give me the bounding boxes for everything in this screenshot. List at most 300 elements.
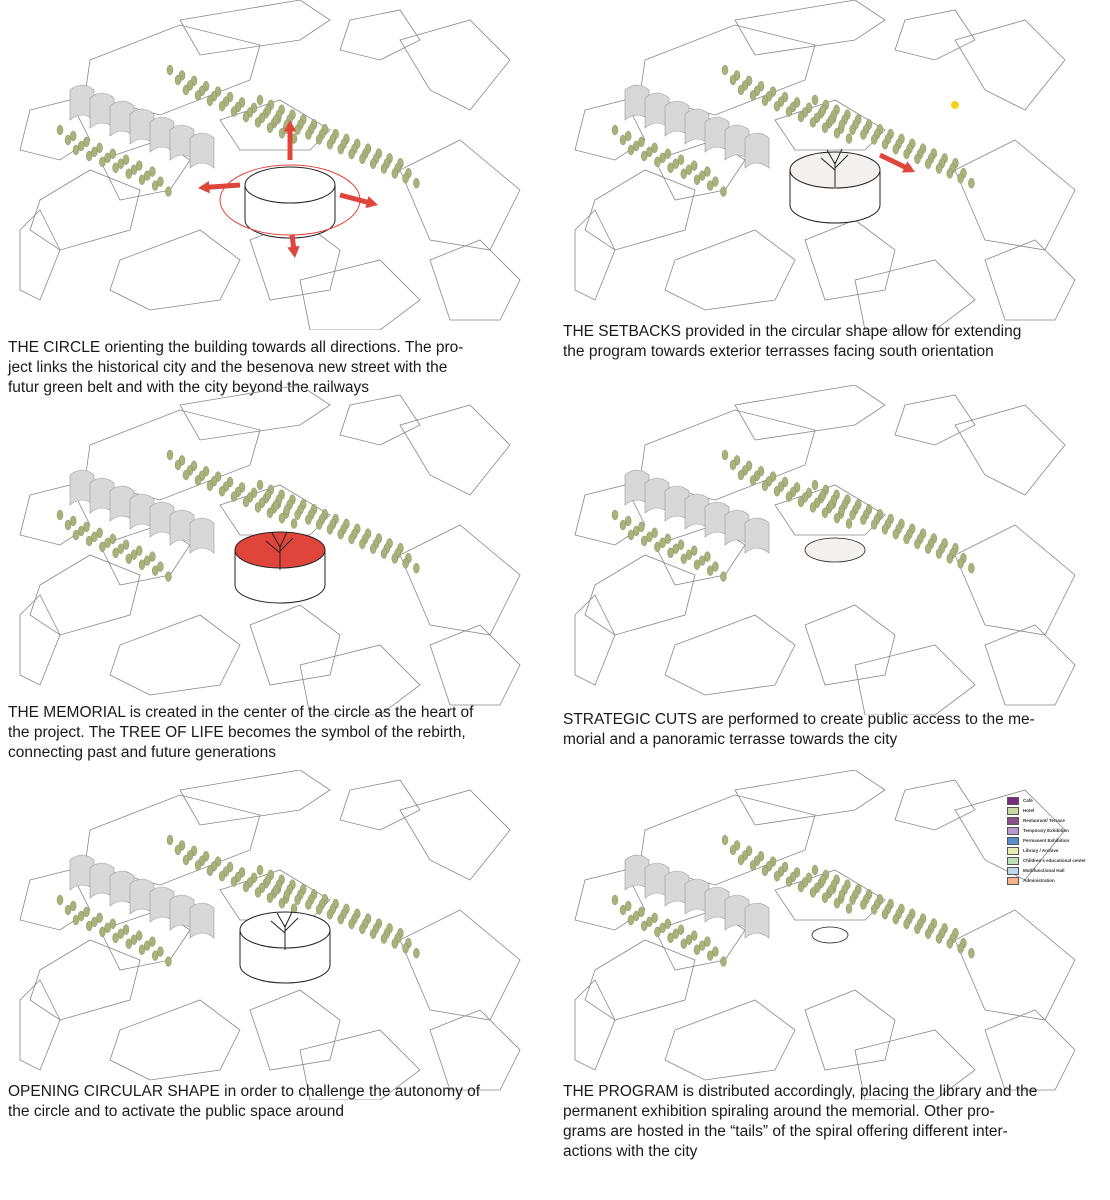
- building-outline: [400, 405, 510, 495]
- tree: [925, 929, 931, 939]
- inner-court: [805, 538, 865, 562]
- building-outline: [955, 910, 1075, 1020]
- tree: [681, 554, 687, 564]
- tree: [370, 929, 376, 939]
- legend-swatch: [1007, 867, 1019, 875]
- building-outline: [895, 10, 975, 60]
- caption-circle: THE CIRCLE orienting the building towards all directions. The pro- ject links the historical city and the besenova new street with the futur green belt and with the city beyond the railways: [8, 339, 464, 396]
- tree: [167, 835, 173, 845]
- tree: [316, 134, 322, 144]
- tree: [316, 519, 322, 529]
- tree: [730, 75, 736, 85]
- tree: [207, 96, 213, 106]
- tree: [316, 904, 322, 914]
- building-outline: [400, 140, 520, 250]
- tree: [265, 875, 271, 885]
- building-outline: [110, 615, 240, 695]
- tree: [904, 534, 910, 544]
- tree: [413, 178, 419, 188]
- tree: [65, 905, 71, 915]
- tree: [381, 934, 387, 944]
- tree: [113, 163, 119, 173]
- building-outline: [665, 1000, 795, 1080]
- building-outline: [665, 615, 795, 695]
- site-plan-cuts: [555, 385, 1095, 715]
- tree: [820, 875, 826, 885]
- tree: [958, 558, 964, 568]
- tree: [968, 178, 974, 188]
- tree: [349, 534, 355, 544]
- site-plan-memorial: [0, 385, 540, 715]
- tree: [958, 943, 964, 953]
- building-outline: [400, 525, 520, 635]
- tree: [798, 497, 804, 507]
- arrow-head: [287, 246, 299, 258]
- building-outline: [20, 595, 60, 685]
- building-outline: [430, 240, 520, 320]
- caption-opening: OPENING CIRCULAR SHAPE in order to challenge the autonomy of the circle and to activate the public space around: [8, 1083, 481, 1120]
- building-outline: [585, 555, 695, 635]
- vault: [745, 518, 769, 553]
- tree: [126, 169, 132, 179]
- tree: [57, 895, 63, 905]
- panel-opening: [0, 770, 540, 1160]
- building-outline: [955, 140, 1075, 250]
- building-outline: [955, 20, 1065, 110]
- tree: [99, 157, 105, 167]
- tree: [349, 149, 355, 159]
- legend-swatch: [1007, 797, 1019, 805]
- tree: [392, 553, 398, 563]
- tree: [152, 181, 158, 191]
- caption-setbacks: THE SETBACKS provided in the circular shape allow for extending the program towards exterior terrasses facing south orientation: [563, 323, 1022, 360]
- tree: [403, 173, 409, 183]
- tree: [694, 945, 700, 955]
- tree: [798, 112, 804, 122]
- arrow-south: [880, 155, 915, 173]
- building-outline: [855, 645, 975, 715]
- tree: [750, 475, 756, 485]
- tree: [968, 948, 974, 958]
- tree: [139, 175, 145, 185]
- tree: [381, 549, 387, 559]
- legend-item-children-center: Children's educational center: [1007, 856, 1087, 865]
- tree: [359, 539, 365, 549]
- tree: [126, 554, 132, 564]
- tree: [413, 948, 419, 958]
- tree: [338, 914, 344, 924]
- tree: [786, 492, 792, 502]
- building-outline: [575, 980, 615, 1070]
- tree: [762, 866, 768, 876]
- tree: [968, 563, 974, 573]
- tree: [73, 530, 79, 540]
- tree: [812, 480, 818, 490]
- tree: [327, 909, 333, 919]
- tree: [273, 115, 279, 125]
- tree: [265, 105, 271, 115]
- tree: [620, 135, 626, 145]
- tree: [359, 154, 365, 164]
- tree: [139, 560, 145, 570]
- building-outline: [805, 605, 895, 685]
- tree: [73, 915, 79, 925]
- tree: [612, 895, 618, 905]
- tree: [152, 566, 158, 576]
- tree: [834, 898, 840, 908]
- tree: [99, 542, 105, 552]
- tree: [738, 855, 744, 865]
- tree: [295, 895, 301, 905]
- tree: [822, 123, 828, 133]
- tree: [860, 515, 866, 525]
- tree: [812, 95, 818, 105]
- tree: [370, 159, 376, 169]
- tree: [730, 845, 736, 855]
- arrow-head: [198, 181, 210, 193]
- tree: [195, 475, 201, 485]
- tree: [175, 75, 181, 85]
- building-outline: [735, 385, 885, 440]
- building-outline: [250, 990, 340, 1070]
- building-outline: [340, 395, 420, 445]
- tree: [73, 145, 79, 155]
- tree: [786, 877, 792, 887]
- tree: [828, 885, 834, 895]
- tree: [207, 866, 213, 876]
- tree: [152, 951, 158, 961]
- building-outline: [20, 980, 60, 1070]
- panel-memorial: [0, 385, 540, 775]
- building-outline: [180, 385, 330, 440]
- arrow-shaft: [208, 185, 240, 187]
- building-outline: [430, 1010, 520, 1090]
- tree: [720, 572, 726, 582]
- tree: [279, 898, 285, 908]
- caption-cuts: STRATEGIC CUTS are performed to create public access to the me- morial and a panoramic terrasse towards the city: [563, 711, 1035, 748]
- building-outline: [30, 555, 140, 635]
- legend-item-permanent-exhibition: Permanent Exhibition: [1007, 836, 1087, 845]
- building-outline: [735, 0, 885, 55]
- tree: [175, 845, 181, 855]
- vault: [190, 903, 214, 938]
- legend-swatch: [1007, 837, 1019, 845]
- building-outline: [340, 10, 420, 60]
- tree: [175, 460, 181, 470]
- tree: [338, 144, 344, 154]
- panel-cuts: [555, 385, 1095, 775]
- site-plan-setbacks: [555, 0, 1095, 330]
- tree: [167, 450, 173, 460]
- tree: [273, 885, 279, 895]
- sun-icon: [951, 101, 959, 109]
- tree: [893, 144, 899, 154]
- building-outline: [110, 1000, 240, 1080]
- tree: [139, 945, 145, 955]
- building-outline: [895, 395, 975, 445]
- tree: [722, 65, 728, 75]
- building-outline: [30, 170, 140, 250]
- legend-swatch: [1007, 817, 1019, 825]
- tree: [359, 924, 365, 934]
- tree: [370, 544, 376, 554]
- tree: [762, 96, 768, 106]
- panel-setbacks: [555, 0, 1095, 390]
- tree: [925, 159, 931, 169]
- building-outline: [20, 210, 60, 300]
- tree: [871, 519, 877, 529]
- vault: [190, 133, 214, 168]
- legend-swatch: [1007, 877, 1019, 885]
- building-outline: [430, 625, 520, 705]
- tree: [295, 510, 301, 520]
- building-outline: [300, 260, 420, 330]
- legend-swatch: [1007, 807, 1019, 815]
- tree: [947, 553, 953, 563]
- tree: [113, 933, 119, 943]
- tree: [904, 919, 910, 929]
- tree: [850, 125, 856, 135]
- tree: [305, 130, 311, 140]
- building-outline: [180, 770, 330, 825]
- tree: [893, 914, 899, 924]
- tree: [668, 163, 674, 173]
- tree: [681, 169, 687, 179]
- tree: [327, 524, 333, 534]
- tree: [255, 502, 261, 512]
- tree: [612, 125, 618, 135]
- tree: [668, 548, 674, 558]
- tree: [641, 921, 647, 931]
- building-outline: [180, 0, 330, 55]
- legend-item-restaurant: Restaurant/ Terrace: [1007, 816, 1087, 825]
- tree: [882, 524, 888, 534]
- tree: [750, 860, 756, 870]
- tree: [195, 860, 201, 870]
- tree: [628, 915, 634, 925]
- tree: [722, 450, 728, 460]
- building-outline: [805, 990, 895, 1070]
- tree: [255, 117, 261, 127]
- vault: [745, 133, 769, 168]
- tree: [654, 542, 660, 552]
- panel-circle: [0, 0, 540, 396]
- tree: [349, 919, 355, 929]
- tree: [914, 154, 920, 164]
- tree: [165, 957, 171, 967]
- tree: [641, 151, 647, 161]
- tree: [620, 905, 626, 915]
- tree: [57, 510, 63, 520]
- building-outline: [805, 220, 895, 300]
- tree: [762, 481, 768, 491]
- tree: [279, 513, 285, 523]
- building-outline: [400, 910, 520, 1020]
- tree: [65, 135, 71, 145]
- tree: [392, 938, 398, 948]
- tree: [413, 563, 419, 573]
- vault: [190, 518, 214, 553]
- tree: [834, 128, 840, 138]
- tree: [243, 497, 249, 507]
- tree: [265, 490, 271, 500]
- building-outline: [985, 625, 1075, 705]
- site-base: [20, 0, 520, 330]
- tree: [628, 145, 634, 155]
- tree: [86, 151, 92, 161]
- tree: [839, 120, 845, 130]
- tree: [707, 951, 713, 961]
- tree: [267, 508, 273, 518]
- tree: [243, 882, 249, 892]
- tree: [654, 927, 660, 937]
- tree: [914, 924, 920, 934]
- legend-item-hotel: Hotel: [1007, 806, 1087, 815]
- tree: [914, 539, 920, 549]
- panel-program: [555, 770, 1095, 1190]
- tree: [720, 187, 726, 197]
- building-outline: [735, 770, 885, 825]
- tree: [860, 900, 866, 910]
- tree: [183, 855, 189, 865]
- legend-item-temporary-exhibition: Temporary Exhibition: [1007, 826, 1087, 835]
- tree: [284, 890, 290, 900]
- tree: [183, 470, 189, 480]
- tree: [958, 173, 964, 183]
- building-outline: [855, 260, 975, 330]
- tree: [231, 877, 237, 887]
- tree: [305, 515, 311, 525]
- tree: [305, 900, 311, 910]
- tree: [195, 90, 201, 100]
- tree: [820, 105, 826, 115]
- tree: [694, 560, 700, 570]
- tree: [183, 85, 189, 95]
- arrow-head: [365, 196, 378, 208]
- tree: [291, 519, 297, 529]
- tree: [219, 871, 225, 881]
- tree: [86, 536, 92, 546]
- central-cylinder: [245, 167, 335, 238]
- tree: [403, 558, 409, 568]
- tree: [850, 510, 856, 520]
- building-outline: [575, 595, 615, 685]
- tree: [707, 181, 713, 191]
- arrow-west: [198, 181, 240, 193]
- tree: [893, 529, 899, 539]
- tree: [810, 887, 816, 897]
- tree: [219, 486, 225, 496]
- tree: [882, 909, 888, 919]
- tree: [620, 520, 626, 530]
- tree: [327, 139, 333, 149]
- building-outline: [985, 1010, 1075, 1090]
- tree: [936, 934, 942, 944]
- building-outline: [110, 230, 240, 310]
- memorial-court: [812, 927, 848, 943]
- tree: [99, 927, 105, 937]
- tree: [231, 492, 237, 502]
- caption-program: THE PROGRAM is distributed accordingly, placing the library and the permanent exhibition spiraling around the memorial. Other pro- grams are hosted in the “tails” of the spiral offering different inter- actions with the city: [563, 1083, 1038, 1160]
- building-outline: [250, 605, 340, 685]
- tree: [839, 505, 845, 515]
- tree: [267, 893, 273, 903]
- program-legend: [1007, 796, 1087, 886]
- site-plan-circle: [0, 0, 540, 330]
- tree: [774, 486, 780, 496]
- tree: [243, 112, 249, 122]
- tree: [257, 865, 263, 875]
- tree: [839, 890, 845, 900]
- building-outline: [955, 405, 1065, 495]
- tree: [57, 125, 63, 135]
- tree: [846, 904, 852, 914]
- tree: [279, 128, 285, 138]
- tree: [722, 835, 728, 845]
- building-outline: [340, 780, 420, 830]
- tree: [846, 134, 852, 144]
- tree: [86, 921, 92, 931]
- tree: [231, 107, 237, 117]
- tree: [738, 85, 744, 95]
- tree: [219, 101, 225, 111]
- tree: [295, 125, 301, 135]
- site-plan-opening: [0, 770, 540, 1100]
- building-outline: [400, 790, 510, 880]
- tree: [822, 893, 828, 903]
- building-outline: [665, 230, 795, 310]
- arrow-shaft: [340, 195, 368, 202]
- tree: [113, 548, 119, 558]
- tree: [284, 505, 290, 515]
- tree: [750, 90, 756, 100]
- tree: [707, 566, 713, 576]
- tree: [947, 938, 953, 948]
- legend-swatch: [1007, 827, 1019, 835]
- tree: [936, 549, 942, 559]
- tree: [871, 904, 877, 914]
- cylinder-top: [245, 167, 335, 203]
- tree: [730, 460, 736, 470]
- tree: [338, 529, 344, 539]
- tree: [822, 508, 828, 518]
- tree: [738, 470, 744, 480]
- tree: [681, 939, 687, 949]
- building-outline: [575, 210, 615, 300]
- building-outline: [585, 170, 695, 250]
- tree: [403, 943, 409, 953]
- tree: [612, 510, 618, 520]
- building-outline: [895, 780, 975, 830]
- tree: [774, 871, 780, 881]
- tree: [267, 123, 273, 133]
- tree: [720, 957, 726, 967]
- tree: [167, 65, 173, 75]
- tree: [207, 481, 213, 491]
- legend-swatch: [1007, 847, 1019, 855]
- tree: [694, 175, 700, 185]
- building-outline: [955, 525, 1075, 635]
- building-outline: [400, 20, 510, 110]
- tree: [828, 115, 834, 125]
- tree: [936, 164, 942, 174]
- tree: [798, 882, 804, 892]
- tree: [165, 187, 171, 197]
- building-outline: [30, 940, 140, 1020]
- tree: [828, 500, 834, 510]
- tree: [257, 95, 263, 105]
- tree: [812, 865, 818, 875]
